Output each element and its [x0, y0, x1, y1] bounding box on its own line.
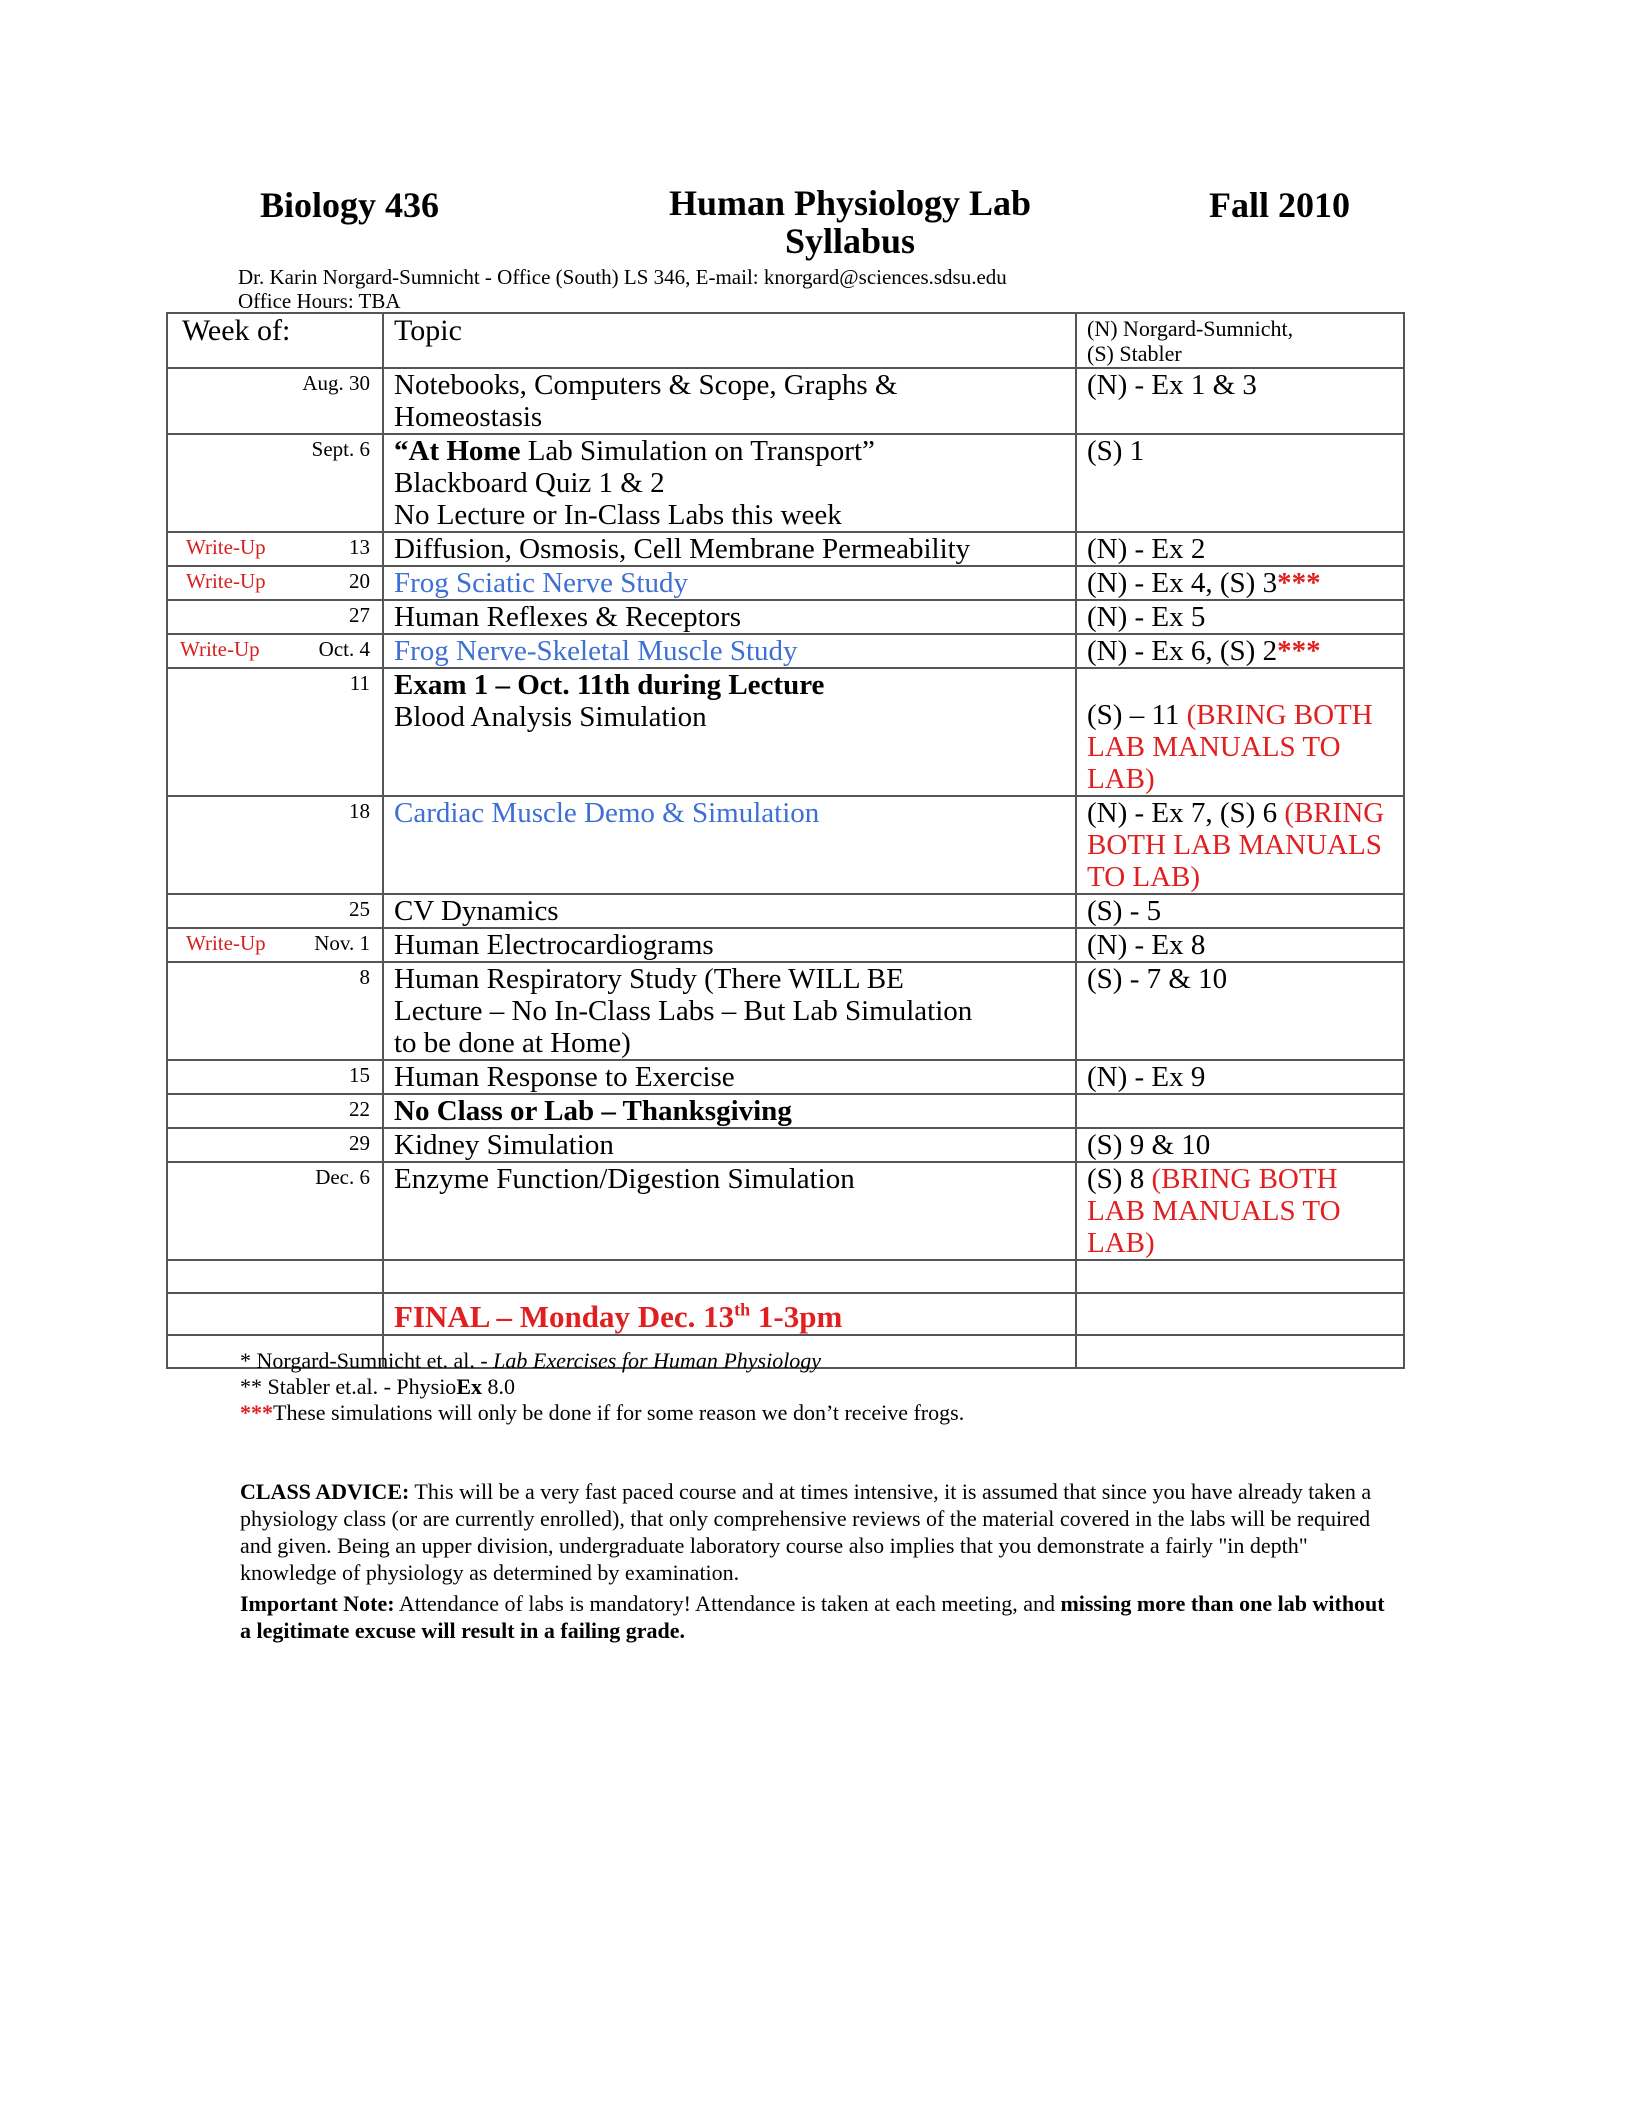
table-row — [167, 368, 1404, 434]
topic-line: Human Respiratory Study (There WILL BE — [394, 963, 904, 995]
important-note-label: Important Note: — [240, 1591, 395, 1616]
exercise-text: (N) - Ex 6, (S) 2 — [1087, 635, 1278, 667]
table-row — [167, 634, 1404, 668]
week-cell — [167, 928, 383, 962]
table-row — [167, 1128, 1404, 1162]
topic-text: Lab Simulation on Transport” — [520, 435, 875, 467]
empty-cell — [1076, 1293, 1404, 1335]
table-row — [167, 434, 1404, 532]
title-row — [260, 183, 1360, 261]
topic-cell: Cardiac Muscle Demo & Simulation — [383, 796, 1076, 894]
write-up-label: Write-Up — [186, 535, 266, 559]
week-cell: 27 — [167, 600, 383, 634]
exercise-text — [1087, 669, 1393, 795]
topic-cell — [383, 962, 1076, 1060]
topic-cell — [383, 368, 1076, 434]
topic-bold-line: Exam 1 – Oct. 11th during Lecture — [394, 669, 825, 701]
final-exam — [394, 1299, 842, 1334]
footnote-text: These simulations will only be done if for some reason we don’t receive frogs. — [273, 1400, 965, 1425]
exercise-cell: (S) 9 & 10 — [1076, 1128, 1404, 1162]
final-exam-sup: th — [734, 1300, 751, 1320]
topic-header: Topic — [383, 313, 1076, 368]
empty-cell — [167, 1293, 383, 1335]
week-date: Oct. 4 — [318, 637, 370, 661]
table-row — [167, 566, 1404, 600]
week-cell — [167, 566, 383, 600]
exercise-cell: (S) - 5 — [1076, 894, 1404, 928]
exercise-text: (N) - Ex 4, (S) 3 — [1087, 567, 1278, 599]
week-cell: 15 — [167, 1060, 383, 1094]
advice-paragraph — [240, 1478, 1400, 1586]
week-cell: 22 — [167, 1094, 383, 1128]
empty-cell — [1076, 1335, 1404, 1368]
footnote-bold: Ex — [456, 1374, 482, 1399]
office-hours: Office Hours: TBA — [238, 289, 401, 313]
term: Fall 2010 — [1209, 185, 1350, 225]
topic-line: No Lecture or In-Class Labs this week — [394, 499, 842, 531]
topic-cell: Frog Nerve-Skeletal Muscle Study — [383, 634, 1076, 668]
table-row-final — [167, 1293, 1404, 1335]
week-cell — [167, 532, 383, 566]
topic-line: Lecture – No In-Class Labs – But Lab Simulation — [394, 995, 973, 1027]
final-exam-cell — [383, 1293, 1076, 1335]
footnote-book-title: Lab Exercises for Human Physiology — [493, 1348, 822, 1373]
write-up-label: Write-Up — [180, 637, 260, 661]
exercise-cell: (N) - Ex 9 — [1076, 1060, 1404, 1094]
table-row — [167, 668, 1404, 796]
exercise-reminder: (BRING BOTH LAB MANUALS TO LAB) — [1087, 699, 1373, 795]
table-row — [167, 1094, 1404, 1128]
week-cell: 8 — [167, 962, 383, 1060]
write-up-label: Write-Up — [186, 569, 266, 593]
week-header: Week of: — [167, 313, 383, 368]
week-cell: Sept. 6 — [167, 434, 383, 532]
important-note — [240, 1590, 1400, 1644]
topic-cell: No Class or Lab – Thanksgiving — [383, 1094, 1076, 1128]
title-line-1: Human Physiology Lab — [668, 183, 1032, 223]
instructor-header — [1076, 313, 1404, 368]
advice-text: This will be a very fast paced course and at times intensive, it is assumed that since you have already taken a physiology class (or are currently enrolled), that only comprehensive reviews of the material covered in the labs will be required and given. Being an upper division, undergraduate laboratory course also implies that you demonstrate a fairly "in depth" knowledge of physiology as determined by examination. — [240, 1479, 1372, 1585]
exercise-reminder: (BRING BOTH LAB MANUALS TO LAB) — [1087, 797, 1385, 893]
footnote-3 — [240, 1400, 964, 1426]
advice-label: CLASS ADVICE: — [240, 1479, 410, 1504]
empty-cell — [1076, 1260, 1404, 1293]
topic-bold-text: “At Home — [394, 435, 521, 467]
exercise-cell — [1076, 1162, 1404, 1260]
footnote-text: ** Stabler et.al. - Physio — [240, 1374, 457, 1399]
table-row — [167, 962, 1404, 1060]
exercise-cell: (S) 1 — [1076, 434, 1404, 532]
table-row — [167, 532, 1404, 566]
topic-cell: Human Response to Exercise — [383, 1060, 1076, 1094]
exercise-cell — [1076, 668, 1404, 796]
final-exam-time: 1-3pm — [750, 1299, 843, 1335]
table-header-row — [167, 313, 1404, 368]
exercise-cell: (N) - Ex 5 — [1076, 600, 1404, 634]
footnote-1 — [240, 1348, 964, 1374]
topic-cell: Human Electrocardiograms — [383, 928, 1076, 962]
topic-line: Homeostasis — [394, 401, 543, 433]
empty-cell — [167, 1260, 383, 1293]
topic-cell: Human Reflexes & Receptors — [383, 600, 1076, 634]
table-row — [167, 1060, 1404, 1094]
stars-marker: *** — [240, 1400, 273, 1425]
topic-cell: Frog Sciatic Nerve Study — [383, 566, 1076, 600]
schedule-table — [166, 312, 1405, 1369]
empty-cell — [383, 1260, 1076, 1293]
week-cell: Aug. 30 — [167, 368, 383, 434]
week-cell: Dec. 6 — [167, 1162, 383, 1260]
instructor-line: Dr. Karin Norgard-Sumnicht - Office (South) LS 346, E-mail: knorgard@sciences.sdsu.edu — [238, 265, 1007, 289]
week-date: 13 — [349, 535, 370, 559]
week-cell: 25 — [167, 894, 383, 928]
week-cell: 18 — [167, 796, 383, 894]
week-date: 20 — [349, 569, 370, 593]
table-row — [167, 894, 1404, 928]
week-date: Nov. 1 — [314, 931, 370, 955]
important-note-text: Attendance of labs is mandatory! Attendance is taken at each meeting, and — [394, 1591, 1061, 1616]
footnote-version: 8.0 — [482, 1374, 515, 1399]
topic-cell — [383, 668, 1076, 796]
exercise-value: (N) - Ex 7, (S) 6 — [1087, 797, 1278, 829]
topic-line: Blood Analysis Simulation — [394, 701, 707, 733]
exercise-reminder: (BRING BOTH LAB MANUALS TO LAB) — [1087, 1163, 1341, 1259]
week-cell — [167, 634, 383, 668]
table-row — [167, 928, 1404, 962]
exercise-cell — [1076, 566, 1404, 600]
exercise-value: (S) 8 — [1087, 1163, 1152, 1195]
exercise-cell — [1076, 1094, 1404, 1128]
class-advice — [240, 1478, 1400, 1644]
topic-cell: CV Dynamics — [383, 894, 1076, 928]
topic-cell: Diffusion, Osmosis, Cell Membrane Permeability — [383, 532, 1076, 566]
exercise-cell: (N) - Ex 1 & 3 — [1076, 368, 1404, 434]
instructor-header-line-1: (N) Norgard-Sumnicht, — [1087, 316, 1294, 341]
topic-cell: Kidney Simulation — [383, 1128, 1076, 1162]
topic-line: Blackboard Quiz 1 & 2 — [394, 467, 665, 499]
footnote-text: * Norgard-Sumnicht et. al. - — [240, 1348, 494, 1373]
week-cell: 11 — [167, 668, 383, 796]
footnotes — [240, 1348, 964, 1426]
exercise-cell — [1076, 796, 1404, 894]
title-line-2: Syllabus — [784, 221, 916, 261]
course-name: Biology 436 — [260, 185, 440, 225]
write-up-label: Write-Up — [186, 931, 266, 955]
topic-line — [394, 435, 1065, 467]
table-row — [167, 600, 1404, 634]
exercise-cell: (N) - Ex 8 — [1076, 928, 1404, 962]
topic-line: to be done at Home) — [394, 1027, 631, 1059]
footnote-2 — [240, 1374, 964, 1400]
exercise-cell — [1076, 634, 1404, 668]
instructor-header-line-2: (S) Stabler — [1087, 341, 1182, 366]
exercise-cell: (S) - 7 & 10 — [1076, 962, 1404, 1060]
table-row-empty — [167, 1260, 1404, 1293]
topic-cell — [383, 434, 1076, 532]
stars-marker: *** — [1277, 635, 1321, 667]
important-note-bold: missing more than one lab without a legitimate excuse will result in a failing grade. — [240, 1591, 1385, 1643]
page-title — [630, 184, 1070, 260]
stars-marker: *** — [1277, 567, 1321, 599]
exercise-cell: (N) - Ex 2 — [1076, 532, 1404, 566]
table-row — [167, 1162, 1404, 1260]
exercise-value: (S) – 11 — [1087, 699, 1187, 731]
table-row — [167, 796, 1404, 894]
topic-line: Notebooks, Computers & Scope, Graphs & — [394, 369, 898, 401]
topic-cell: Enzyme Function/Digestion Simulation — [383, 1162, 1076, 1260]
week-cell: 29 — [167, 1128, 383, 1162]
final-exam-text: FINAL – Monday Dec. 13 — [394, 1299, 735, 1335]
